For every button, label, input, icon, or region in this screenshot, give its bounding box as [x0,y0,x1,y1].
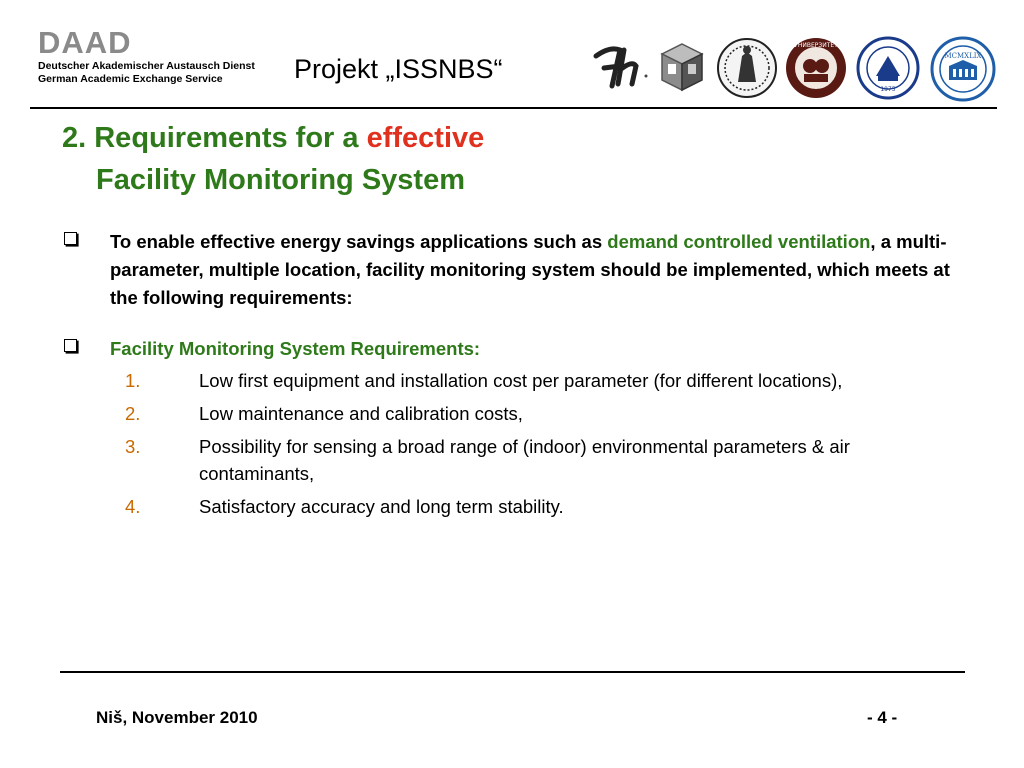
list-item-text: Low first equipment and installation cost per parameter (for different locations), [199,370,843,391]
bullet-2-text: Facility Monitoring System Requirements: [110,338,481,359]
title-part1: 2. Requirements for a [62,122,367,154]
header-divider [30,107,997,109]
daad-logo: DAAD [38,25,132,60]
svg-text:1975: 1975 [880,86,896,93]
list-item-text: Possibility for sensing a broad range of (indoor) environmental parameters & air contaminants, [199,436,850,484]
page-number: - 4 - [867,708,898,727]
title-line2: Facility Monitoring System [96,164,465,196]
list-item [125,493,965,520]
slide-title [62,117,484,201]
list-item [125,400,965,427]
university-of-banja-luka-seal-icon [856,36,920,100]
bullet-1-highlight: demand controlled ventilation [607,231,871,252]
footer-location-date: Niš, November 2010 [96,708,258,727]
daad-name-de: Deutscher Akademischer Austausch Dienst [38,60,255,72]
university-of-nis-seal-icon [784,36,848,100]
list-item-text: Low maintenance and calibration costs, [199,403,523,424]
list-item-text: Satisfactory accuracy and long term stability. [199,496,564,517]
partner-logos [590,34,1000,104]
project-title: Projekt „ISSNBS“ [294,54,503,84]
list-item-number: 2. [125,403,141,424]
requirements-list [125,367,965,526]
bullet-1-text-before: To enable effective energy savings applications such as [110,231,608,252]
checkbox-bullet-icon [64,232,77,245]
tu-logo [590,42,652,92]
university-seal-1-icon [716,36,778,100]
list-item-number: 1. [125,370,141,391]
list-item-number: 4. [125,496,141,517]
svg-text:MCMXLIX: MCMXLIX [944,52,982,60]
bullet-1-text [110,228,950,312]
cube-logo [656,40,708,96]
list-item [125,433,965,487]
list-item-number: 3. [125,436,141,457]
daad-subtitle [38,60,255,86]
svg-text:УНИВЕРЗИТЕТ: УНИВЕРЗИТЕТ [794,42,838,49]
list-item [125,367,965,394]
bullet-1-text-after: , a multi-parameter, multiple location, facility monitoring system should be implemented, which meets at the following requirements: [110,231,950,308]
title-accent: effective [366,122,485,154]
daad-name-en: German Academic Exchange Service [38,73,223,85]
mcmxlix-seal-icon [930,36,996,102]
checkbox-bullet-icon [64,339,77,352]
footer-divider [60,671,965,673]
